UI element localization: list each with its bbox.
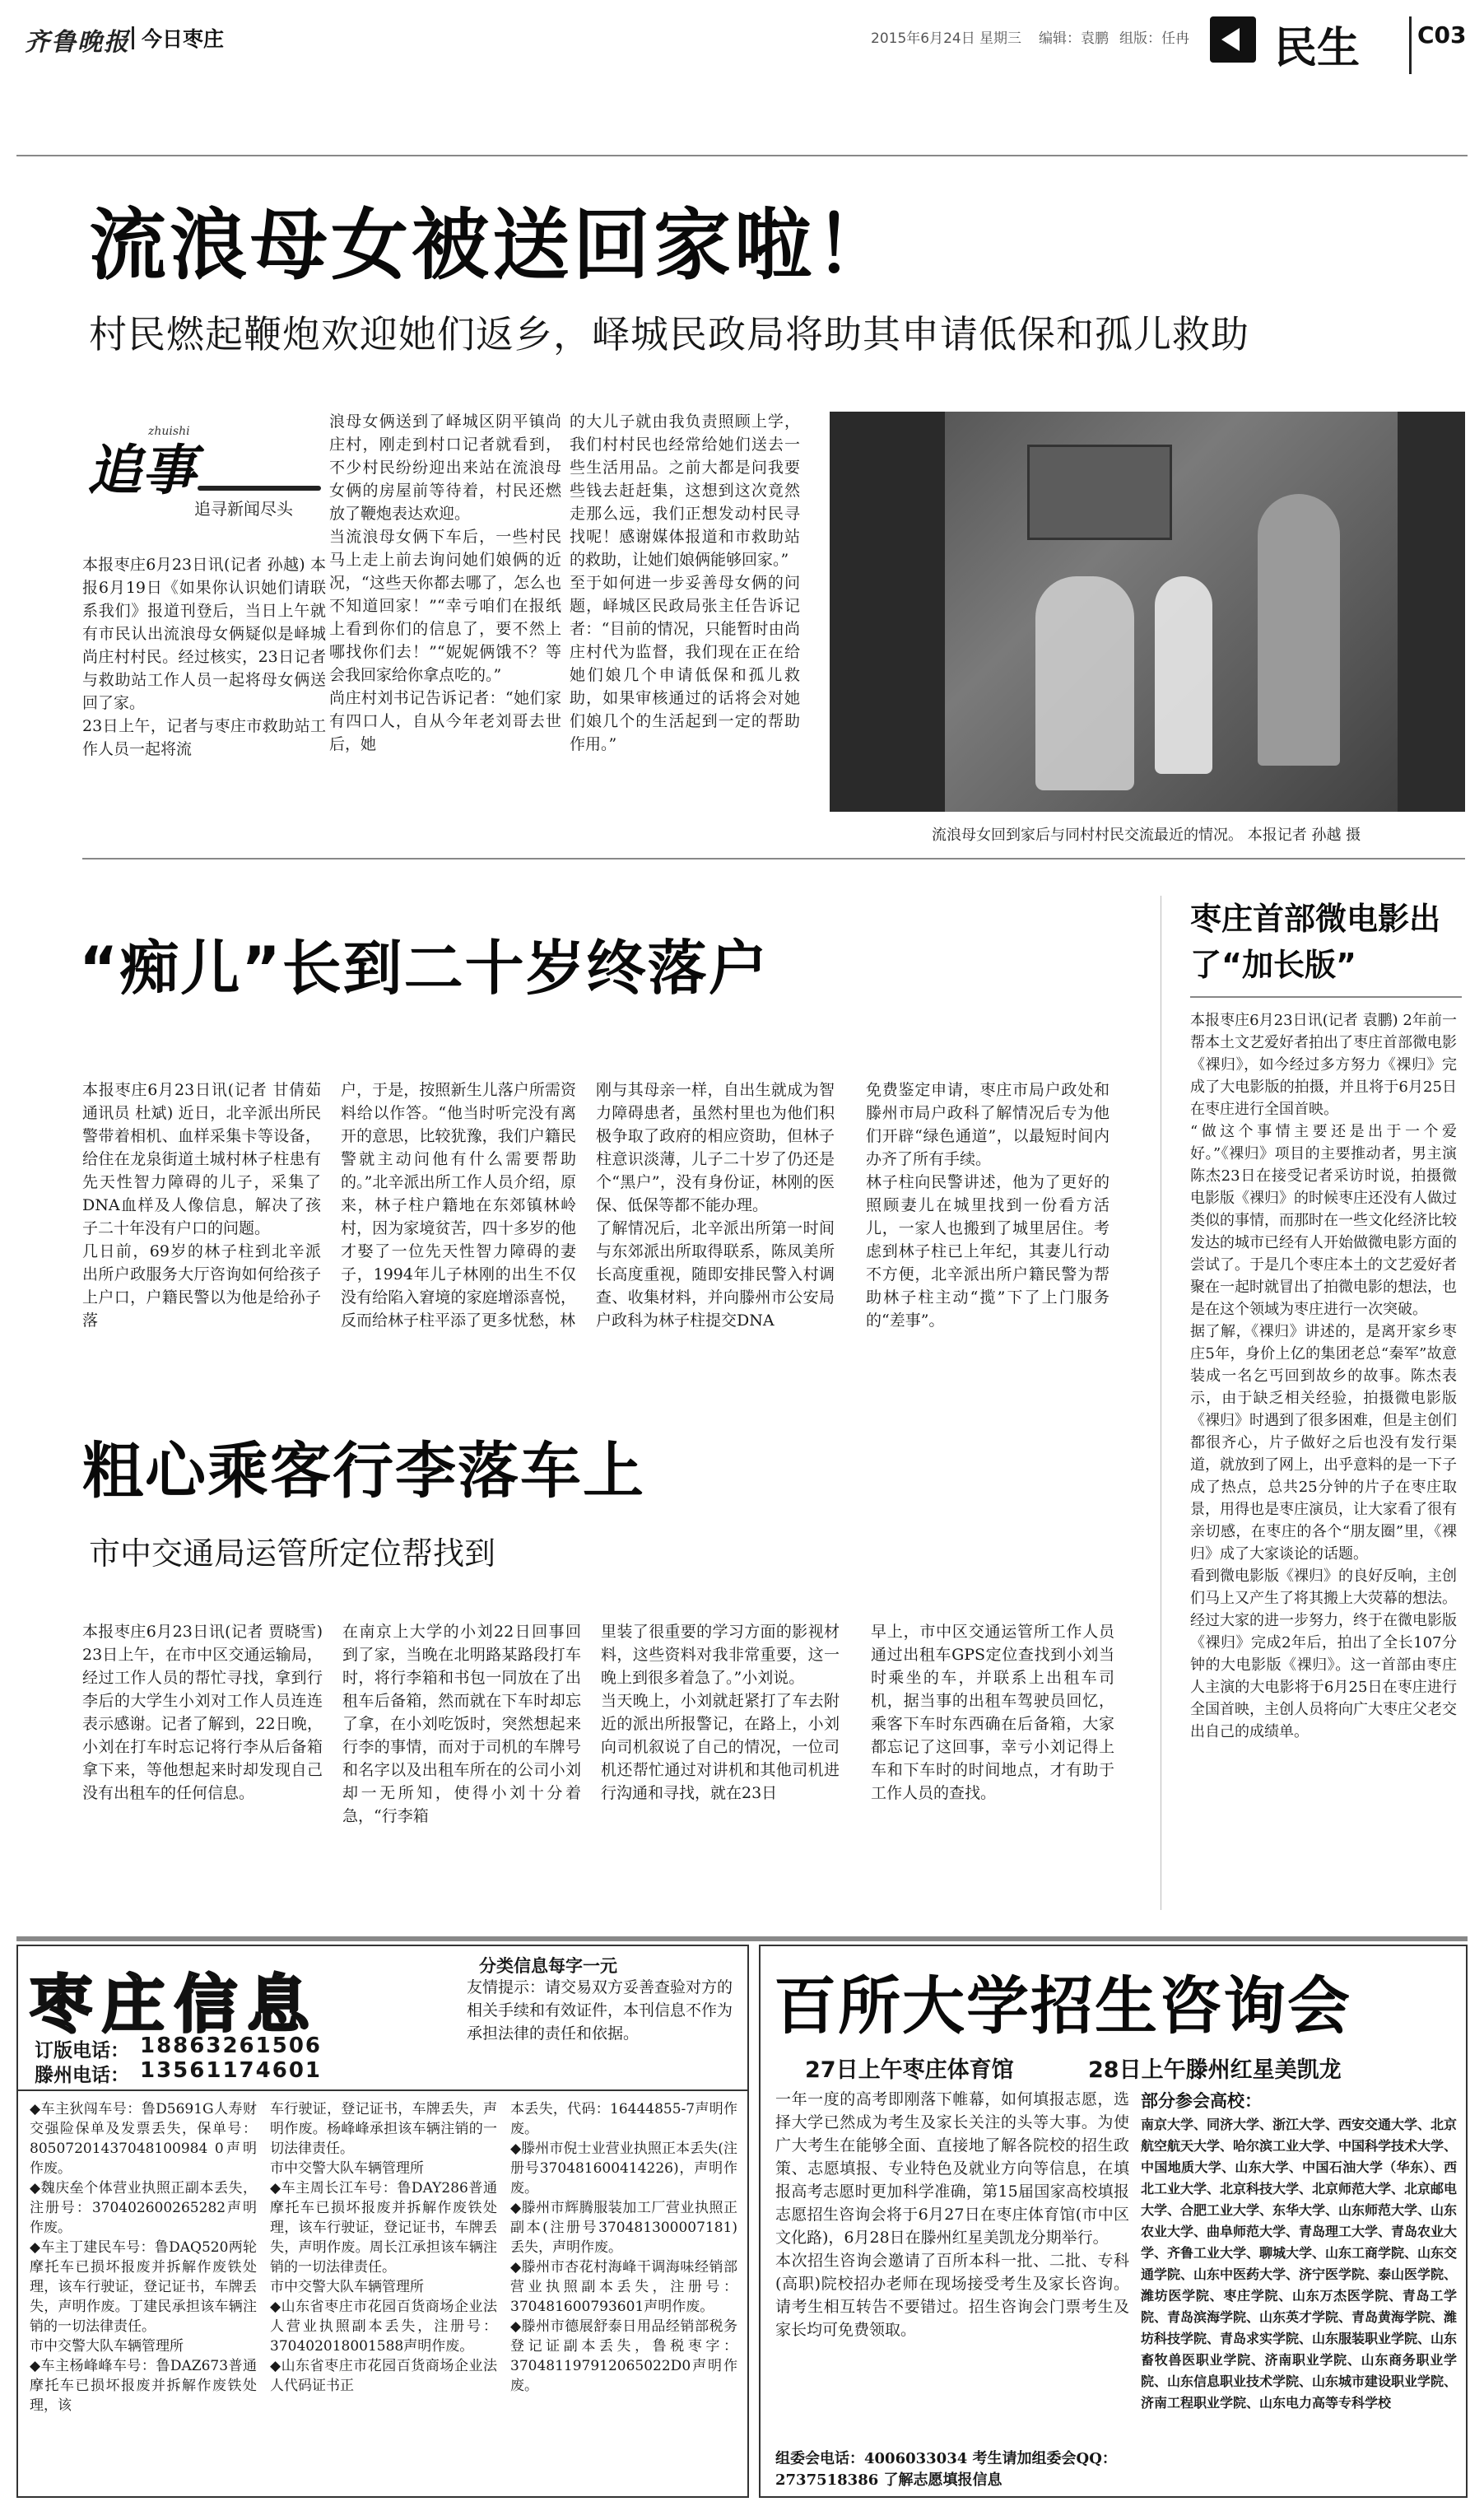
classifieds-col2: 车行驶证，登记证书，车牌丢失，声明作废。杨峰峰承担该车辆注销的一切法律责任。 市中交警大队车辆管理所 ◆车主周长江车号：鲁DAY286普通摩托车已损坏报废并拆解作废铁处理，该车行驶证，登记证书，车牌丢失，声明作废。周长江承担该车辆注销的一切法律责任。 市中交警大队车辆管理所 ◆山东省枣庄市花园百货商场企业法人营业执照副本丢失，注册号：370402018001588声明作废。 ◆山东省枣庄市花园百货商场企业法人代码证书正 [270, 2101, 497, 2394]
story1-col1: 本报枣庄6月23日讯(记者 孙越) 本报6月19日《如果你认识她们请联系我们》报道刊登后，当日上午就有市民认出流浪母女俩疑似是峄城尚庄村村民。经过核实，23日记者与救助站工作人员一起将母女俩送回了家。 23日上午，记者与枣庄市救助站工作人员一起将流 [82, 556, 326, 758]
classifieds-col3: 本丢失，代码：16444855-7声明作废。 ◆滕州市倪士业营业执照正本丢失(注册号370481600414226)，声明作废。 ◆滕州市辉腾服装加工厂营业执照正副本(注册号370481300007181)丢失，声明作废。 ◆滕州市杏花村海峰干调海味经销部营业执照副本丢失，注册号：370481600793601声明作废。 ◆滕州市德展舒泰日用品经销部税务登记证副本丢失，鲁税枣字：370481197912065022D0声明作废。 [510, 2101, 737, 2394]
story4-col1: 本报枣庄6月23日讯(记者 贾晓雪) 23日上午，在市中区交通运输局，经过工作人员的帮忙寻找，拿到行李后的大学生小刘对工作人员连连表示感谢。记者了解到，22日晚，小刘在打车时忘记将行李从后备箱拿下来，等他想起来时却发现自己没有出租车的任何信息。 [82, 1623, 323, 1802]
section-icon [1210, 16, 1256, 63]
story2-col1: 本报枣庄6月23日讯(记者 甘倩茹 通讯员 杜斌) 近日，北辛派出所民警带着相机、血样采集卡等设备，给住在龙泉街道土城村林子柱患有先天性智力障碍的儿子，采集了DNA血样及人像信息，解决了孩子二十年没有户口的问题。 几日前，69岁的林子柱到北辛派出所户政服务大厅咨询如何给孩子上户口，户籍民警以为他是给孙子落 [82, 1081, 321, 1330]
classifieds-col1: ◆车主狄闯车号：鲁D5691G人寿财交强险保单及发票丢失，保单号：80507201437048100984 0声明作废。 ◆魏庆垒个体营业执照正副本丢失，注册号：370402600265282声明作废。 ◆车主丁建民车号：鲁DAQ520两轮摩托车已损坏报废并拆解作废铁处理，该车行驶证，登记证书，车牌丢失，声明作废。丁建民承担该车辆注销的一切法律责任。 市中交警大队车辆管理所 ◆车主杨峰峰车号：鲁DAZ673普通摩托车已损坏报废并拆解作废铁处理，该 [30, 2101, 257, 2414]
story1-photo [830, 412, 1465, 812]
classifieds-tip: 友情提示：请交易双方妥善查验对方的相关手续和有效证件，本刊信息不作为承担法律的责任和依据。 [467, 1978, 733, 2043]
bottom-thick-rule [16, 1936, 1468, 1941]
layout-credit: 组版：任冉 [1119, 30, 1189, 47]
story2-headline: “痴儿”长到二十岁终落户 [79, 934, 770, 1003]
admissions-event1: 27日上午枣庄体育馆 [805, 2057, 1014, 2083]
story2-col3: 刚与其母亲一样，自出生就成为智力障碍患者，虽然村里也为他们积极争取了政府的相应资助，但林子柱意识淡薄，儿子二十岁了仍还是个“黑户”，没有身份证，林刚的医保、低保等都不能办理。 了解情况后，北辛派出所第一时间与东郊派出所取得联系，陈凤美所长高度重视，随即安排民警入村调查、收集材料，并向滕州市公安局户政科为林子柱提交DNA [596, 1081, 835, 1330]
story1-photo-caption: 流浪母女回到家后与同村村民交流最近的情况。 本报记者 孙越 摄 [932, 827, 1361, 844]
story2-col4: 免费鉴定申请，枣庄市局户政处和滕州市局户政科了解情况后专为他们开辟“绿色通道”，以最短时间内办齐了所有手续。 林子柱向民警讲述，他为了更好的照顾妻儿在城里找到一份看方活儿，一家人也搬到了城里居住。考虑到林子柱已上年纪，其妻儿行动不方便，北辛派出所户籍民警为帮助林子柱主动“揽”下了上门服务的“差事”。 [866, 1081, 1110, 1330]
story3-body: 本报枣庄6月23日讯(记者 袁鹏) 2年前一帮本土文艺爱好者拍出了枣庄首部微电影《裸归》，如今经过多方努力《裸归》完成了大电影版的拍摄，并且将于6月25日在枣庄进行全国首映。 “做这个事情主要还是出于一个爱好。”《裸归》项目的主要推动者，男主演陈杰23日在接受记者采访时说，拍摄微电影版《裸归》的时候枣庄还没有人做过类似的事情，而那时在一些文化经济比较发达的城市已经有人开始做微电影方面的尝试了。于是几个枣庄本土的文艺爱好者聚在一起时就冒出了拍微电影的想法，也是在这个领域为枣庄进行一次突破。 据了解，《裸归》讲述的，是离开家乡枣庄5年，身价上亿的集团老总“秦军”故意装成一名乞丐回到故乡的故事。陈杰表示，由于缺乏相关经验，拍摄微电影版《裸归》时遇到了很多困难，但是主创们都很齐心，片子做好之后也没有发行渠道，就放到了网上，出乎意料的是一下子成了热点，总共25分钟的片子在枣庄取景，用得也是枣庄演员，让大家看了很有亲切感，在枣庄的各个“朋友圈”里，《裸归》成了大家谈论的话题。 看到微电影版《裸归》的良好反响，主创们马上又产生了将其搬上大荧幕的想法。经过大家的进一步努力，终于在微电影版《裸归》完成2年后，拍出了全长107分钟的大电影版《裸归》。这一首部由枣庄人主演的大电影将于6月25日在枣庄进行全国首映，主创人员将向广大枣庄父老交出自己的成绩单。 [1190, 1012, 1457, 1740]
story4-headline: 粗心乘客行李落车上 [82, 1436, 645, 1507]
admissions-body: 一年一度的高考即刚落下帷幕，如何填报志愿，选择大学已然成为考生及家长关注的头等大事。为使广大考生在能够全面、直接地了解各院校的招生政策、志愿填报、专业特色及就业方向等信息，在填报高考志愿时更加科学准确，第15届国家高校填报志愿招生咨询会将于6月27日在枣庄体育馆(市中区文化路)，6月28日在滕州红星美凯龙分期举行。 本次招生咨询会邀请了百所本科一批、二批、专科(高职)院校招办老师在现场接受考生及家长咨询。请考生相互转告不要错过。招生咨询会门票考生及家长均可免费领取。 [775, 2090, 1129, 2339]
hotline1-label: 订版电话： [35, 2040, 129, 2061]
section-divider [1409, 16, 1412, 74]
story3-rule [1190, 996, 1462, 998]
story1-headline: 流浪母女被送回家啦！ [89, 201, 896, 291]
story1-col3: 的大儿子就由我负责照顾上学，我们村村民也经常给她们送去一些生活用品。之前大都是问我要些钱去赶赶集，这想到这次竟然走那么远，我们正想发动村民寻找呢！感谢媒体报道和市救助站的救助，让她们娘俩能够回家。” 至于如何进一步妥善母女俩的问题，峄城区民政局张主任告诉记者：“目前的情况，只能暂时由尚庄村代为监督，我们现在正在给她们娘几个申请低保和孤儿救助，如果审核通过的话将会对她们娘几个的生活起到一定的帮助作用。” [570, 412, 800, 753]
masthead-rule [16, 155, 1468, 156]
schools-list: 南京大学、同济大学、浙江大学、西安交通大学、北京航空航天大学、哈尔滨工业大学、中国科学技术大学、中国地质大学、山东大学、中国石油大学（华东）、西北工业大学、北京科技大学、北京师范大学、北京邮电大学、合肥工业大学、东华大学、山东师范大学、山东农业大学、曲阜师范大学、青岛理工大学、青岛农业大学、齐鲁工业大学、聊城大学、山东工商学院、山东交通学院、山东中医药大学、济宁医学院、泰山医学院、潍坊医学院、枣庄学院、山东万杰医学院、青岛工学院、青岛滨海学院、山东英才学院、青岛黄海学院、潍坊科技学院、青岛求实学院、山东服装职业学院、山东畜牧兽医职业学院、济南职业学院、山东商务职业学院、山东信息职业技术学院、山东城市建设职业学院、济南工程职业学院、山东电力高等专科学校 [1141, 2117, 1457, 2411]
section-name: 民生 [1274, 24, 1361, 73]
classifieds-title: 枣庄信息 [30, 1968, 319, 2041]
admissions-title: 百所大学招生咨询会 [774, 1969, 1351, 2043]
hotline2-number: 13561174601 [140, 2058, 322, 2083]
story4-col2: 在南京上大学的小刘22日回事回到了家，当晚在北明路某路段打车时，将行李箱和书包一同放在了出租车后备箱，然而就在下车时却忘了拿，在小刘吃饭时，突然想起来行李的事情，而对于司机的车牌号和名字以及出租车所在的公司小刘却一无所知，使得小刘十分着急，“行李箱 [342, 1623, 581, 1825]
paper-logo: 齐鲁晚报 [25, 28, 130, 57]
hotline1-number: 18863261506 [140, 2033, 322, 2058]
hotline2-label: 滕州电话： [35, 2065, 129, 2086]
zhuishi-logo [82, 420, 329, 527]
admissions-contact: 组委会电话：4006033034 考生请加组委会QQ：2737518386 了解志愿填报信息 [775, 2450, 1117, 2489]
edition-name: 今日枣庄 [142, 27, 225, 51]
story2-col2: 户，于是，按照新生儿落户所需资料给以作答。“他当时听完没有离开的意思，比较犹豫，我们户籍民警就主动问他有什么需要帮助的。”北辛派出所工作人员介绍，原来，林子柱户籍地在东郊镇林岭村，因为家境贫苦，四十多岁的他才娶了一位先天性智力障碍的妻子，1994年儿子林刚的出生不仅没有给陷入窘境的家庭增添喜悦，反而给林子柱平添了更多忧愁，林 [341, 1081, 576, 1330]
classifieds-price: 分类信息每字一元 [479, 1956, 617, 1976]
admissions-ad [759, 1945, 1468, 2498]
story4-subheadline: 市中交通局运管所定位帮找到 [89, 1535, 496, 1572]
story3-headline: 枣庄首部微电影出了“加长版” [1190, 901, 1441, 983]
schools-label: 部分参会高校： [1141, 2091, 1262, 2111]
story1-col2: 浪母女俩送到了峄城区阴平镇尚庄村，刚走到村口记者就看到，不少村民纷纷迎出来站在流浪母女俩的房屋前等待着，村民还燃放了鞭炮表达欢迎。 当流浪母女俩下车后，一些村民马上走上前去询问她们娘俩的近况，“这些天你都去哪了，怎么也不知道回家！”“幸亏咱们在报纸上看到你们的信息了，要不然上哪找你们去！”“妮妮俩饿不？等会我回家给你拿点吃的。” 尚庄村刘书记告诉记者：“她们家有四口人，自从今年老刘哥去世后，她 [329, 412, 561, 753]
masthead [0, 0, 1484, 82]
zhuishi-word: 追事 [87, 439, 196, 502]
zhuishi-pinyin: zhuishi [148, 425, 190, 438]
story4-col4: 早上，市中区交通运管所工作人员通过出租车GPS定位查找到小刘当时乘坐的车，并联系上出租车司机，据当事的出租车驾驶员回忆，乘客下车时东西确在后备箱，大家都忘记了这回事，幸亏小刘记得上车和下车时的时间地点，才有助于工作人员的查找。 [871, 1623, 1114, 1802]
classifieds-box [16, 1945, 749, 2498]
masthead-divider-small [132, 26, 134, 49]
admissions-event2: 28日上午滕州红星美凯龙 [1088, 2057, 1342, 2083]
classifieds-rule [18, 2089, 749, 2091]
issue-date: 2015年6月24日 [871, 30, 975, 47]
page-number: C03 [1417, 21, 1467, 49]
story4-col3: 里装了很重要的学习方面的影视材料，这些资料对我非常重要，这一晚上到很多着急了。”小刘说。 当天晚上，小刘就赶紧打了车去附近的派出所报警记，在路上，小刘向司机叙说了自己的情况，一位司机还帮忙通过对讲机和其他司机进行沟通和寻找，就在23日 [601, 1623, 840, 1802]
weekday: 星期三 [979, 30, 1021, 47]
zhuishi-caption: 追寻新闻尽头 [194, 499, 293, 519]
rule-after-story1 [82, 858, 1465, 860]
story1-subheadline: 村民燃起鞭炮欢迎她们返乡，峄城民政局将助其申请低保和孤儿救助 [89, 312, 1249, 356]
zhuishi-swoosh [198, 486, 321, 491]
editor-credit: 编辑：袁鹏 [1039, 30, 1109, 47]
